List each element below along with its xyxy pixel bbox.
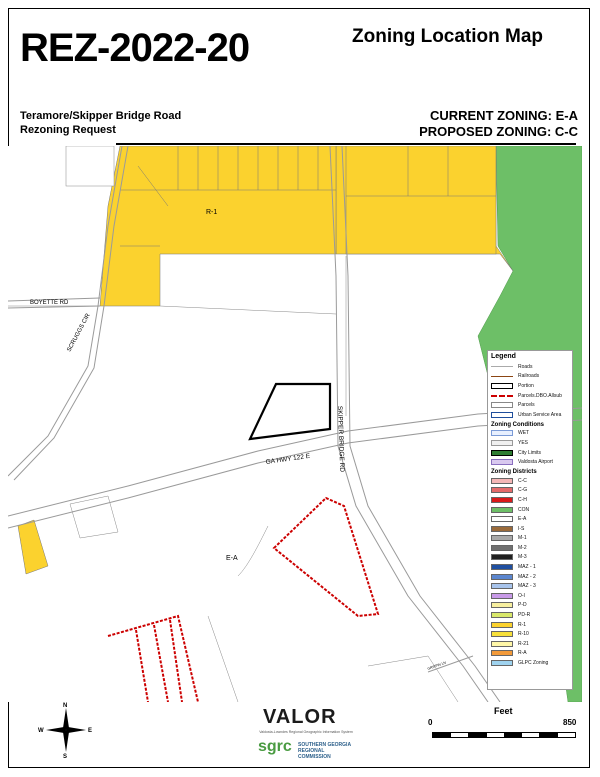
proposed-zoning: PROPOSED ZONING: C-C [419,124,578,139]
legend-label-district_items-19: GLPC Zoning [518,660,549,667]
legend-label-district_items-2: C-H [518,496,527,503]
legend-label-district_items-15: R-1 [518,621,527,628]
subtitle-request: Rezoning Request [20,124,116,136]
legend-label-district_items-3: CON [518,506,530,513]
legend-swatch-condition_items-0 [491,430,513,436]
valor-tagline: Valdosta-Lowndes Regional Geographic Information System [259,730,353,734]
legend-swatch-district_items-16 [491,631,513,637]
legend-row-district_items-1 [491,486,569,496]
legend-label-district_items-7: M-2 [518,544,527,551]
legend-swatch-district_items-5 [491,526,513,532]
legend-label-district_items-1: C-G [518,487,528,494]
legend-label-district_items-6: M-1 [518,535,527,542]
legend-label-condition_items-3: Valdosta Airport [518,459,553,466]
legend-swatch-base_items-2 [491,383,513,389]
legend-label-district_items-12: O-I [518,592,525,599]
legend-swatch-district_items-10 [491,574,513,580]
legend-swatch-base_items-4 [491,402,513,408]
legend-label-condition_items-1: YES [518,439,529,446]
legend-conditions-title: Zoning Conditions [491,421,544,428]
label-boyette-rd: BOYETTE RD [30,300,69,306]
legend-condition-items [491,429,569,467]
scale-max: 850 [563,718,577,727]
legend-label-district_items-4: E-A [518,516,527,523]
legend-row-base_items-0 [491,362,569,372]
legend-swatch-district_items-8 [491,554,513,560]
legend-row-condition_items-0 [491,429,569,439]
subtitle-location: Teramore/Skipper Bridge Road [20,110,182,122]
legend-label-base_items-0: Roads [518,363,533,370]
legend-row-district_items-10 [491,572,569,582]
legend-label-district_items-17: R-21 [518,640,529,647]
valor-logo: VALOR [263,706,337,728]
legend-row-district_items-2 [491,495,569,505]
legend-swatch-district_items-15 [491,622,513,628]
legend-row-district_items-12 [491,591,569,601]
legend-label-condition_items-0: WET [518,430,530,437]
legend-row-district_items-8 [491,553,569,563]
legend-row-district_items-16 [491,629,569,639]
compass-e: E [88,728,93,734]
legend-label-district_items-14: PD-R [518,612,531,619]
compass-n: N [63,703,68,709]
legend-label-base_items-3: Parcels.DBO.Allsub [518,392,562,399]
legend-row-base_items-4 [491,400,569,410]
legend-label-district_items-13: P-D [518,602,527,609]
legend-swatch-district_items-4 [491,516,513,522]
scale-bar [432,732,576,738]
header-divider [116,143,576,145]
legend-label-district_items-8: M-3 [518,554,527,561]
legend-swatch-condition_items-3 [491,459,513,465]
legend-swatch-district_items-2 [491,497,513,503]
legend-swatch-district_items-9 [491,564,513,570]
legend-row-district_items-19 [491,658,569,668]
legend-row-district_items-9 [491,562,569,572]
legend-row-district_items-5 [491,524,569,534]
legend-row-district_items-3 [491,505,569,515]
scale-min: 0 [428,718,433,727]
legend-swatch-district_items-11 [491,583,513,589]
compass-s: S [63,754,68,758]
legend-row-district_items-13 [491,601,569,611]
label-skipper-bridge-rd: SKIPPER BRIDGE RD [336,405,346,473]
legend-swatch-district_items-14 [491,612,513,618]
sgrc-tagline: SOUTHERN GEORGIA REGIONAL COMMISSION [298,742,351,760]
legend-swatch-district_items-13 [491,602,513,608]
legend-label-condition_items-2: City Limits [518,449,542,456]
legend-row-district_items-0 [491,476,569,486]
legend-label-base_items-2: Portion [518,382,534,389]
legend-label-base_items-4: Parcels [518,402,535,409]
legend-label-district_items-18: R-A [518,650,527,657]
legend-row-district_items-14 [491,610,569,620]
legend-district-items [491,476,569,668]
legend-districts-title: Zoning Districts [491,468,537,475]
legend-base-items [491,362,569,420]
case-number: REZ-2022-20 [20,26,250,70]
legend-swatch-district_items-6 [491,535,513,541]
legend-swatch-district_items-17 [491,641,513,647]
current-zoning: CURRENT ZONING: E-A [429,108,578,123]
legend-swatch-district_items-18 [491,650,513,656]
map-title: Zoning Location Map [352,26,544,47]
legend-label-base_items-5: Urban Service Area [518,411,562,418]
legend-row-base_items-2 [491,381,569,391]
legend-swatch-condition_items-2 [491,450,513,456]
legend-row-condition_items-1 [491,438,569,448]
legend-swatch-district_items-7 [491,545,513,551]
r1-parcel-east [346,146,496,254]
label-zone-r1: R-1 [206,209,218,216]
legend-swatch-base_items-3 [491,395,513,397]
legend-row-district_items-17 [491,639,569,649]
legend-label-district_items-5: I-S [518,525,525,532]
legend-row-district_items-6 [491,534,569,544]
legend-row-base_items-3 [491,391,569,401]
legend-label-district_items-16: R-10 [518,631,529,638]
legend-swatch-base_items-1 [491,376,513,377]
legend-swatch-base_items-5 [491,412,513,418]
legend-row-condition_items-3 [491,457,569,467]
map-footer [8,702,590,768]
legend-row-district_items-15 [491,620,569,630]
legend-row-district_items-18 [491,649,569,659]
legend-swatch-condition_items-1 [491,440,513,446]
legend-row-condition_items-2 [491,448,569,458]
sgrc-logo: sgrc [258,738,292,755]
legend-row-district_items-7 [491,543,569,553]
legend-title: Legend [491,353,516,360]
legend-label-district_items-10: MAZ - 2 [518,573,536,580]
north-arrow-icon [38,702,94,758]
legend-row-district_items-4 [491,514,569,524]
label-scruggs-cir: SCRUGGS CIR [66,312,92,353]
legend-row-base_items-5 [491,410,569,420]
compass-w: W [38,728,44,734]
scale-unit: Feet [494,706,513,716]
legend-swatch-district_items-1 [491,487,513,493]
legend-swatch-district_items-3 [491,507,513,513]
parcel-top-left [66,146,114,186]
legend-swatch-district_items-19 [491,660,513,666]
legend-label-district_items-11: MAZ - 3 [518,583,536,590]
label-griffin-ln: GRIFFIN LN [426,660,447,671]
legend-row-base_items-1 [491,372,569,382]
legend-row-district_items-11 [491,581,569,591]
map-legend [487,350,573,690]
legend-label-district_items-0: C-C [518,477,527,484]
label-ga-hwy-122: GA HWY 122 E [265,452,311,466]
legend-label-district_items-9: MAZ - 1 [518,564,536,571]
legend-swatch-district_items-12 [491,593,513,599]
legend-swatch-base_items-0 [491,366,513,367]
legend-swatch-district_items-0 [491,478,513,484]
legend-label-base_items-1: Railroads [518,373,540,380]
label-zone-ea: E-A [226,555,238,562]
